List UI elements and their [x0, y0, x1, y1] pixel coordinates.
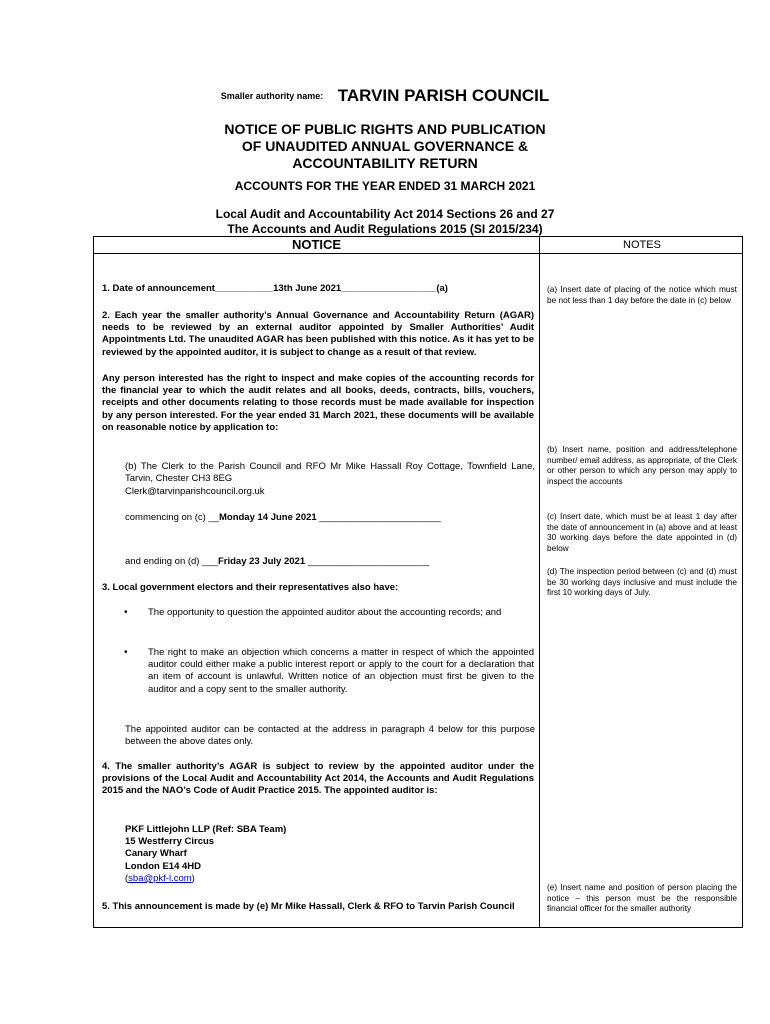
bullet-2: The right to make an objection which concerns a matter in respect of which the appointed auditor could either make a public interest report or apply to the court for a declaration that an item of account is unlawful. Written notice of an objection must first be given to the auditor and a copy sent to the smaller authority.: [148, 647, 534, 695]
commencing-fill: _______________________: [316, 512, 441, 523]
auditor-address: [125, 824, 425, 885]
note-c: (c) Insert date, which must be at least 1 day after the date of announcement in (a) above and at least 30 working days before the date appointed in (d) below: [547, 511, 737, 553]
note-a: (a) Insert date of placing of the notice which must be not less than 1 day before the date in (c) below: [547, 284, 737, 305]
paragraph-2-rights: Any person interested has the right to inspect and make copies of the accounting records for the financial year to which the audit relates and all books, deeds, contracts, bills, vouchers, receipts and other documents relating to those records must be made available for inspection by any person interested. For the year ended 31 March 2021, these documents will be available on reasonable notice by application to:: [102, 373, 534, 433]
ending-line: [125, 556, 535, 568]
announcement-note-ref: (a): [436, 283, 448, 294]
email-close-paren: ): [191, 872, 195, 884]
announcement-fill-1: ___________: [214, 283, 274, 294]
announcement-prefix: 1. Date of announcement: [102, 283, 215, 294]
authority-line: [0, 86, 770, 106]
note-e: (e) Insert name and position of person placing the notice – this person must be the responsible financial officer for the smaller authority: [547, 882, 737, 914]
header-divider: [94, 253, 742, 254]
auditor-line-2: 15 Westferry Circus: [125, 836, 215, 848]
notice-title: [0, 121, 770, 172]
ending-date: Friday 23 July 2021: [217, 556, 306, 567]
ending-prefix: and ending on (d) ___: [125, 556, 218, 567]
announcement-date: 13th June 2021: [273, 283, 342, 294]
authority-name: TARVIN PARISH COUNCIL: [337, 86, 550, 105]
bullet-2-marker: •: [124, 647, 128, 658]
notice-column-heading: NOTICE: [291, 237, 342, 252]
paragraph-4: 4. The smaller authority’s AGAR is subject to review by the appointed auditor under the provisions of the Local Audit and Accountability Act 2014, the Accounts and Audit Regulations 2015 and the NAO’s Code of Audit Practice 2015. The appointed auditor is:: [102, 761, 534, 797]
authority-label: Smaller authority name:: [220, 91, 324, 101]
note-d: (d) The inspection period between (c) and (d) must be 30 working days inclusive and must include the first 10 working days of July.: [547, 566, 737, 598]
ending-fill: _______________________: [305, 556, 430, 567]
accounts-year-line: ACCOUNTS FOR THE YEAR ENDED 31 MARCH 2021: [234, 179, 536, 193]
column-divider: [539, 237, 540, 927]
commencing-date: Monday 14 June 2021: [218, 512, 317, 523]
paragraph-5: 5. This announcement is made by (e) Mr Mike Hassall, Clerk & RFO to Tarvin Parish Council: [102, 901, 515, 912]
auditor-email-line: [125, 873, 425, 885]
clerk-contact-email: Clerk@tarvinparishcouncil.org.uk: [125, 486, 265, 497]
legislation-lines: [0, 207, 770, 237]
legislation-line-2: The Accounts and Audit Regulations 2015 (SI 2015/234): [227, 222, 543, 236]
notice-table: [93, 236, 743, 928]
bullet-1: The opportunity to question the appointed auditor about the accounting records; and: [148, 607, 502, 618]
paragraph-2: 2. Each year the smaller authority’s Annual Governance and Accountability Return (AGAR) needs to be reviewed by an external auditor appointed by Smaller Authorities’ Audit Appointments Ltd. The unaudited AGAR has been published with this notice. As it has yet to be reviewed by the appointed auditor, it is subject to change as a result of that review.: [102, 310, 534, 358]
bullet-1-marker: •: [124, 607, 128, 618]
title-line-3: ACCOUNTABILITY RETURN: [292, 155, 478, 171]
note-b: (b) Insert name, position and address/telephone number/ email address, as appropriate, of the Clerk or other person to which any person may apply to inspect the accounts: [547, 444, 737, 486]
announcement-date-line: [102, 283, 534, 295]
auditor-contact-text: The appointed auditor can be contacted at the address in paragraph 4 below for this purpose between the above dates only.: [125, 724, 535, 748]
paragraph-3: 3. Local government electors and their representatives also have:: [102, 582, 399, 593]
legislation-line-1: Local Audit and Accountability Act 2014 Sections 26 and 27: [215, 207, 555, 221]
commencing-line: [125, 512, 535, 524]
announcement-fill-2: __________________: [341, 283, 437, 294]
clerk-contact-address: (b) The Clerk to the Parish Council and RFO Mr Mike Hassall Roy Cottage, Townfield Lane, Tarvin, Chester CH3 8EG: [125, 461, 535, 485]
notes-column-heading: NOTES: [623, 239, 661, 251]
commencing-prefix: commencing on (c) __: [125, 512, 219, 523]
auditor-line-4: London E14 4HD: [125, 860, 202, 872]
title-line-2: OF UNAUDITED ANNUAL GOVERNANCE &: [241, 138, 529, 154]
auditor-line-3: Canary Wharf: [125, 848, 187, 860]
email-open-paren: (: [125, 872, 129, 884]
auditor-line-1: PKF Littlejohn LLP (Ref: SBA Team): [125, 824, 287, 835]
title-line-1: NOTICE OF PUBLIC RIGHTS AND PUBLICATION: [224, 121, 546, 137]
auditor-email-link[interactable]: sba@pkf-l.com: [128, 872, 192, 884]
